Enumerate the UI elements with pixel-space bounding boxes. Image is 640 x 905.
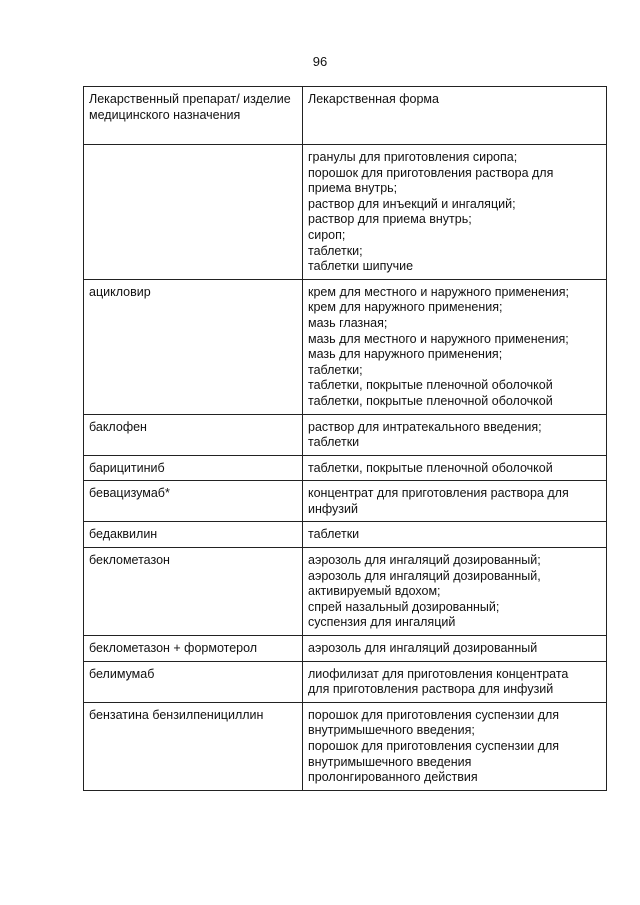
header-form: Лекарственная форма xyxy=(303,87,607,145)
drug-name-cell: бедаквилин xyxy=(84,522,303,548)
table-row xyxy=(84,455,607,481)
dosage-form-line: порошок для приготовления раствора для xyxy=(308,165,554,180)
dosage-form-line: таблетки; xyxy=(308,362,363,377)
dosage-form-line: раствор для инъекций и ингаляций; xyxy=(308,196,516,211)
dosage-form-line: таблетки xyxy=(308,435,360,450)
dosage-form-line: аэрозоль для ингаляций дозированный; xyxy=(308,553,541,568)
table-row xyxy=(84,522,607,548)
dosage-form-cell xyxy=(303,414,607,455)
dosage-form-line: крем для местного и наружного применения; xyxy=(308,284,570,299)
dosage-form-line: таблетки; xyxy=(308,243,363,258)
dosage-form-line: сироп; xyxy=(308,227,346,242)
drug-name-cell: белимумаб xyxy=(84,661,303,702)
dosage-form-cell xyxy=(303,661,607,702)
dosage-form-line: спрей назальный дозированный; xyxy=(308,599,500,614)
table-row xyxy=(84,145,607,280)
page-number: 96 xyxy=(312,54,328,69)
dosage-form-line: аэрозоль для ингаляций дозированный xyxy=(308,641,538,656)
dosage-form-line: внутримышечного введения xyxy=(308,754,472,769)
dosage-form-line: таблетки xyxy=(308,527,360,542)
table-body xyxy=(84,145,607,791)
dosage-form-line: внутримышечного введения; xyxy=(308,723,475,738)
dosage-form-cell xyxy=(303,279,607,414)
dosage-form-line: аэрозоль для ингаляций дозированный, xyxy=(308,568,541,583)
dosage-form-line: для приготовления раствора для инфузий xyxy=(308,682,554,697)
dosage-form-line: активируемый вдохом; xyxy=(308,584,441,599)
dosage-form-line: таблетки, покрытые пленочной оболочкой xyxy=(308,460,553,475)
dosage-form-cell xyxy=(303,145,607,280)
dosage-form-line: таблетки шипучие xyxy=(308,259,414,274)
dosage-form-line: концентрат для приготовления раствора для xyxy=(308,486,569,501)
drug-table xyxy=(83,86,607,791)
drug-name-cell: барицитиниб xyxy=(84,455,303,481)
dosage-form-cell xyxy=(303,548,607,636)
dosage-form-line: мазь для наружного применения; xyxy=(308,347,503,362)
dosage-form-line: порошок для приготовления суспензии для xyxy=(308,739,560,753)
dosage-form-line: суспензия для ингаляций xyxy=(308,615,456,630)
dosage-form-line: приема внутрь; xyxy=(308,181,398,196)
drug-name-cell: ацикловир xyxy=(84,279,303,414)
dosage-form-line: таблетки, покрытые пленочной оболочкой xyxy=(308,393,553,408)
dosage-form-line: инфузий xyxy=(308,501,358,516)
drug-name-cell: беклометазон xyxy=(84,548,303,636)
table-row xyxy=(84,661,607,702)
dosage-form-cell xyxy=(303,636,607,662)
dosage-form-line: крем для наружного применения; xyxy=(308,300,503,315)
dosage-form-line: порошок для приготовления суспензии для xyxy=(308,707,560,722)
drug-name-cell: баклофен xyxy=(84,414,303,455)
drug-name-cell: беклометазон + формотерол xyxy=(84,636,303,662)
dosage-form-line: пролонгированного действия xyxy=(308,770,478,785)
dosage-form-cell xyxy=(303,481,607,522)
header-drug: Лекарственный препарат/ изделие медицинского назначения xyxy=(84,87,303,145)
table-row xyxy=(84,702,607,790)
drug-name-cell: бензатина бензилпенициллин xyxy=(84,702,303,790)
dosage-form-line: раствор для интратекального введения; xyxy=(308,419,542,434)
dosage-form-line: мазь глазная; xyxy=(308,315,388,330)
table-row xyxy=(84,481,607,522)
dosage-form-line: таблетки, покрытые пленочной оболочкой xyxy=(308,378,553,393)
table-header-row xyxy=(84,87,607,145)
dosage-form-line: гранулы для приготовления сиропа; xyxy=(308,150,518,164)
dosage-form-cell xyxy=(303,455,607,481)
drug-name-cell: бевацизумаб* xyxy=(84,481,303,522)
table-row xyxy=(84,548,607,636)
dosage-form-line: раствор для приема внутрь; xyxy=(308,212,472,227)
dosage-form-cell xyxy=(303,702,607,790)
table-row xyxy=(84,414,607,455)
dosage-form-line: мазь для местного и наружного применения; xyxy=(308,331,569,346)
dosage-form-cell xyxy=(303,522,607,548)
table-row xyxy=(84,279,607,414)
table-row xyxy=(84,636,607,662)
drug-name-cell xyxy=(84,145,303,280)
dosage-form-line: лиофилизат для приготовления концентрата xyxy=(308,666,569,681)
